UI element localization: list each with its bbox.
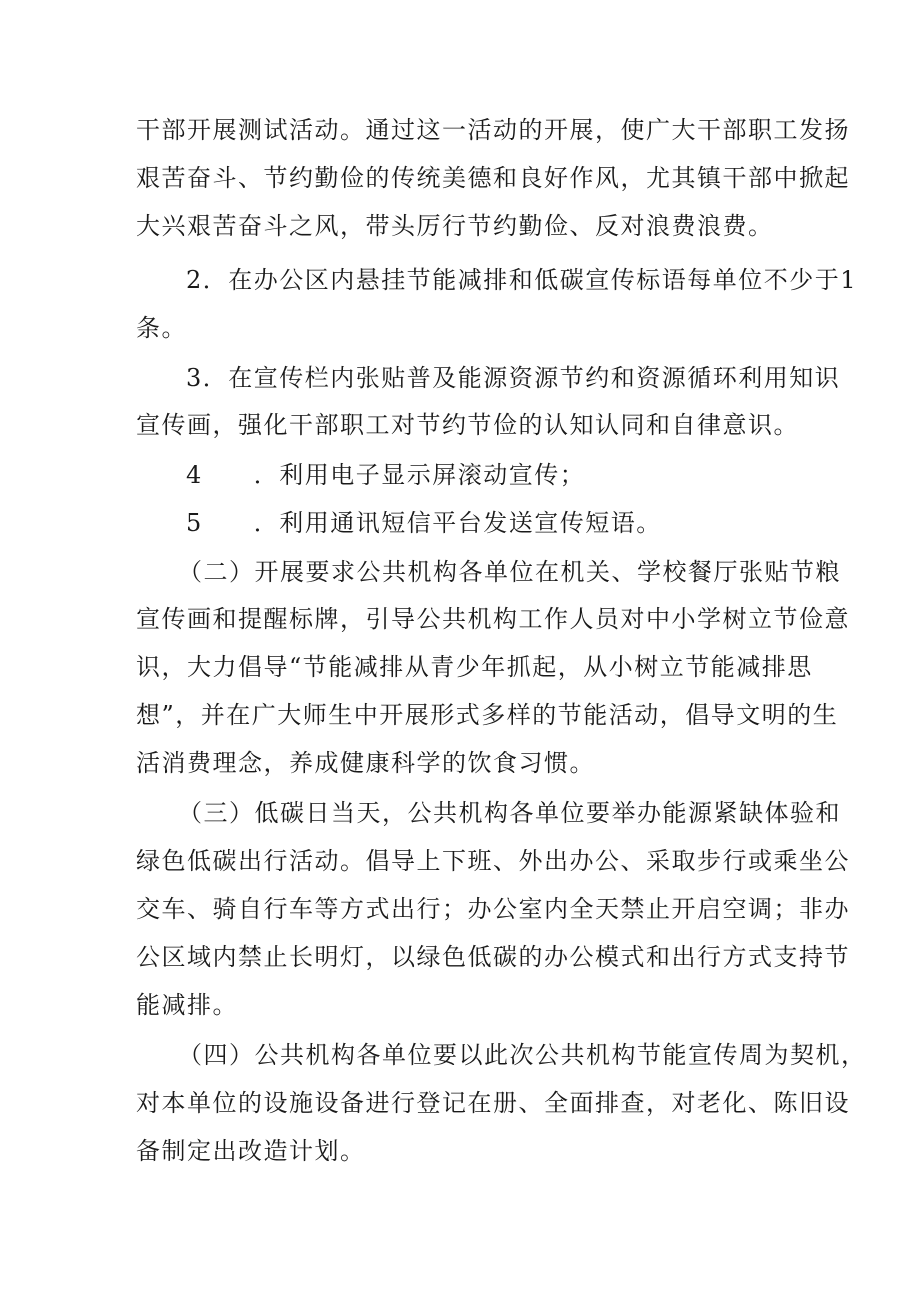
text-line: 宣传画和提醒标牌，引导公共机构工作人员对中小学树立节俭意 [136, 605, 850, 633]
paragraph-4-start: （四）公共机构各单位要以此次公共机构节能宣传周为契机， [178, 1041, 867, 1069]
text-line: 识，大力倡导“节能减排从青少年抓起，从小树立节能减排思 [136, 653, 813, 681]
text-line: 条。 [136, 314, 187, 342]
list-item-2: 2．在办公区内悬挂节能减排和低碳宣传标语每单位不少于1 [186, 266, 858, 294]
text-line: 活消费理念，养成健康科学的饮食习惯。 [136, 749, 595, 777]
text-line: 能减排。 [136, 991, 238, 1019]
text-line: 绿色低碳出行活动。倡导上下班、外出办公、采取步行或乘坐公 [136, 847, 850, 875]
text-line: 宣传画，强化干部职工对节约节俭的认知认同和自律意识。 [136, 411, 799, 439]
list-item-5: 5 ．利用通讯短信平台发送宣传短语。 [186, 509, 662, 537]
paragraph-3-start: （三）低碳日当天，公共机构各单位要举办能源紧缺体验和 [178, 799, 841, 827]
text-line: 大兴艰苦奋斗之风，带头厉行节约勤俭、反对浪费浪费。 [136, 212, 774, 240]
text-line: 交车、骑自行车等方式出行；办公室内全天禁止开启空调；非办 [136, 895, 850, 923]
paragraph-2-start: （二）开展要求公共机构各单位在机关、学校餐厅张贴节粮 [178, 558, 841, 586]
text-line: 干部开展测试活动。通过这一活动的开展，使广大干部职工发扬 [136, 116, 850, 144]
text-line: 想”，并在广大师生中开展形式多样的节能活动，倡导文明的生 [136, 701, 839, 729]
text-line: 对本单位的设施设备进行登记在册、全面排查，对老化、陈旧设 [136, 1089, 850, 1117]
text-line: 艰苦奋斗、节约勤俭的传统美德和良好作风，尤其镇干部中掀起 [136, 164, 850, 192]
text-line: 公区域内禁止长明灯，以绿色低碳的办公模式和出行方式支持节 [136, 943, 850, 971]
text-line: 备制定出改造计划。 [136, 1137, 366, 1165]
list-item-3: 3．在宣传栏内张贴普及能源资源节约和资源循环利用知识 [186, 364, 841, 392]
list-item-4: 4 ．利用电子显示屏滚动宣传； [186, 461, 586, 489]
